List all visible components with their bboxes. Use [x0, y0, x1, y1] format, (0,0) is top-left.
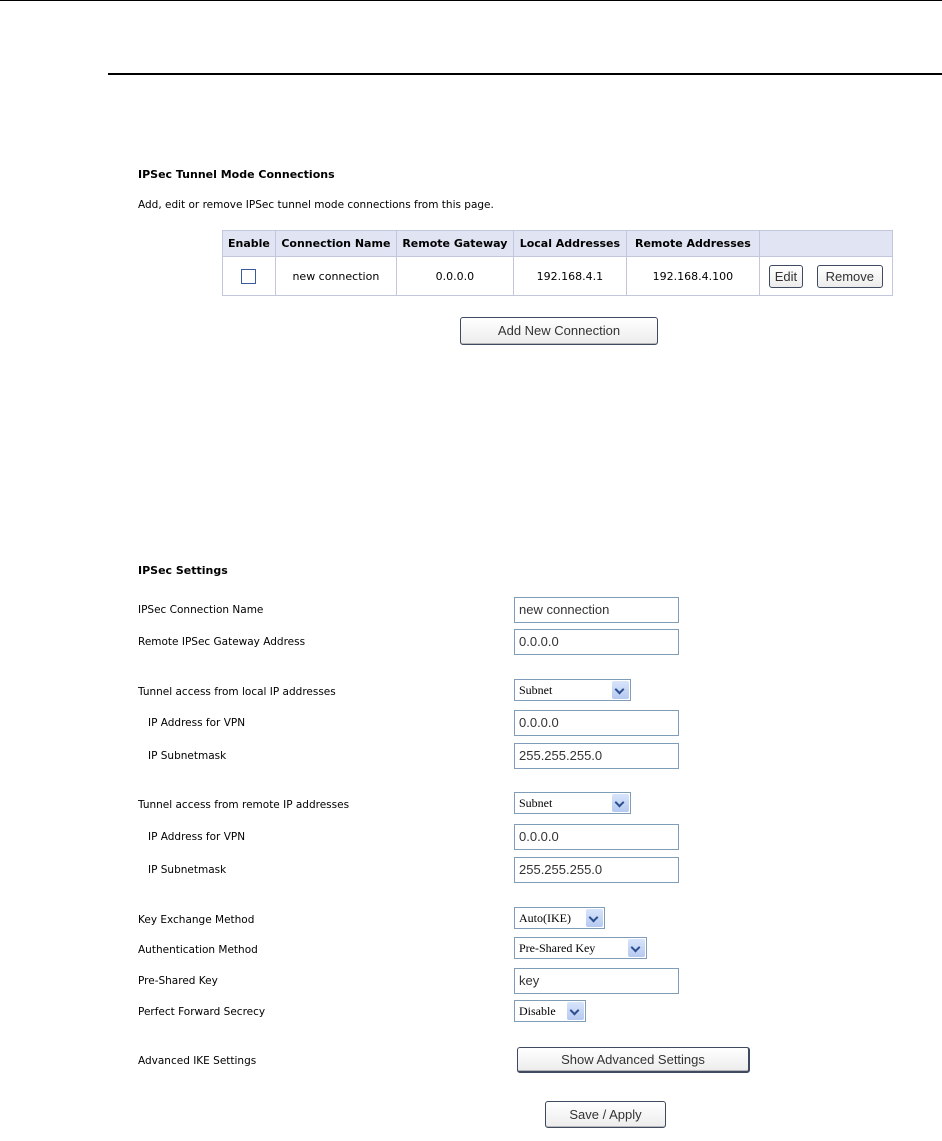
local-mask-label: IP Subnetmask [148, 750, 227, 762]
auth-method-value: Pre-Shared Key [519, 941, 596, 955]
psk-label: Pre-Shared Key [138, 975, 218, 987]
settings-section-title: IPSec Settings [138, 564, 228, 577]
conn-name-label: IPSec Connection Name [138, 604, 264, 616]
remote-gateway-cell: 0.0.0.0 [396, 257, 513, 296]
header-divider [108, 73, 942, 75]
remote-mask-input[interactable]: 255.255.255.0 [514, 857, 679, 883]
show-advanced-settings-button[interactable]: Show Advanced Settings [517, 1047, 750, 1073]
local-addresses-cell: 192.168.4.1 [513, 257, 626, 296]
col-remote-addresses: Remote Addresses [626, 231, 759, 257]
chevron-down-icon [567, 1002, 584, 1020]
table-header-row [223, 231, 893, 257]
chevron-down-icon [612, 681, 629, 699]
connection-name-cell: new connection [275, 257, 396, 296]
col-remote-gateway: Remote Gateway [396, 231, 513, 257]
top-border [0, 0, 942, 1]
save-apply-button[interactable]: Save / Apply [545, 1101, 666, 1128]
col-actions [759, 231, 892, 257]
actions-cell [759, 257, 892, 296]
key-exchange-value: Auto(IKE) [519, 911, 571, 925]
conn-name-input[interactable]: new connection [514, 597, 679, 623]
auth-method-label: Authentication Method [138, 944, 258, 956]
remote-ip-label: IP Address for VPN [148, 831, 246, 843]
gateway-input[interactable]: 0.0.0.0 [514, 629, 679, 655]
remote-addresses-cell: 192.168.4.100 [626, 257, 759, 296]
psk-input[interactable]: key [514, 968, 679, 994]
remote-access-value: Subnet [519, 796, 553, 810]
remote-access-label: Tunnel access from remote IP addresses [138, 799, 350, 811]
edit-button[interactable]: Edit [769, 265, 803, 288]
connections-table [222, 230, 893, 296]
remote-ip-input[interactable]: 0.0.0.0 [514, 824, 679, 850]
auth-method-select[interactable] [514, 937, 647, 959]
local-access-value: Subnet [519, 683, 553, 697]
remote-access-select[interactable] [514, 792, 631, 814]
local-access-select[interactable] [514, 679, 631, 701]
tunnel-section-description: Add, edit or remove IPSec tunnel mode connections from this page. [138, 199, 494, 211]
enable-checkbox[interactable] [241, 269, 256, 284]
key-exchange-label: Key Exchange Method [138, 914, 255, 926]
gateway-label: Remote IPSec Gateway Address [138, 636, 306, 648]
pfs-select[interactable] [514, 1000, 586, 1022]
pfs-value: Disable [519, 1004, 556, 1018]
remote-mask-label: IP Subnetmask [148, 864, 227, 876]
enable-cell [223, 257, 276, 296]
tunnel-section-title: IPSec Tunnel Mode Connections [138, 168, 335, 181]
col-local-addresses: Local Addresses [513, 231, 626, 257]
local-ip-input[interactable]: 0.0.0.0 [514, 710, 679, 736]
local-ip-label: IP Address for VPN [148, 717, 246, 729]
add-new-connection-button[interactable]: Add New Connection [460, 317, 658, 345]
local-mask-input[interactable]: 255.255.255.0 [514, 743, 679, 769]
table-row [223, 257, 893, 296]
chevron-down-icon [612, 794, 629, 812]
chevron-down-icon [586, 909, 603, 927]
local-access-label: Tunnel access from local IP addresses [138, 686, 336, 698]
col-connection-name: Connection Name [275, 231, 396, 257]
advanced-ike-label: Advanced IKE Settings [138, 1055, 257, 1067]
col-enable: Enable [223, 231, 276, 257]
pfs-label: Perfect Forward Secrecy [138, 1006, 266, 1018]
chevron-down-icon [628, 939, 645, 957]
remove-button[interactable]: Remove [817, 265, 883, 288]
key-exchange-select[interactable] [514, 907, 605, 929]
